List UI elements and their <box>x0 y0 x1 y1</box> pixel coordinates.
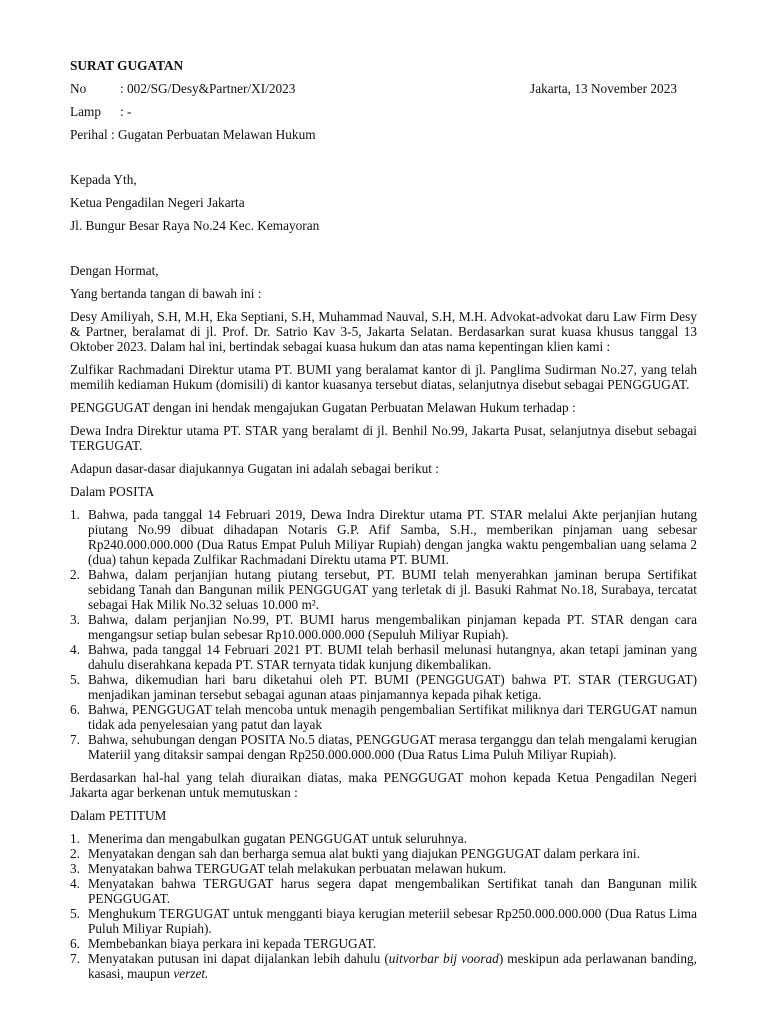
list-item <box>70 861 697 876</box>
item-text <box>88 951 697 981</box>
recipient-salutation: Kepada Yth, <box>70 172 137 187</box>
item-text: Bahwa, dikemudian hari baru diketahui oleh PT. BUMI (PENGGUGAT) bahwa PT. STAR (TERGUGAT) menjadikan jaminan tersebut sebagai agunan ataas pinjamannya kepada pihak ketiga. <box>88 672 697 702</box>
item-text: Bahwa, sehubungan dengan POSITA No.5 diatas, PENGGUGAT merasa terganggu dan telah mengalami kerugian Materiil yang ditaksir sampai dengan Rp250.000.000.000 (Dua Ratus Lima Puluh Miliyar Rupiah). <box>88 732 697 762</box>
list-item <box>70 846 697 861</box>
intro-line: Yang bertanda tangan di bawah ini : <box>70 286 262 301</box>
letter-content <box>70 58 697 989</box>
list-item <box>70 612 697 642</box>
item-number: 5. <box>70 906 80 921</box>
list-item <box>70 906 697 936</box>
plaintiff-paragraph: Zulfikar Rachmadani Direktur utama PT. BUMI yang beralamat kantor di jl. Panglima Sudirman No.27, yang telah memilih kediaman Hukum (domisili) di kantor kuasanya tersebut diatas, selanjutnya disebut sebagai PENGGUGAT. <box>70 362 697 392</box>
item-number: 5. <box>70 672 80 687</box>
item-text: Bahwa, pada tanggal 14 Februari 2019, Dewa Indra Direktur utama PT. STAR melalui Akte perjanjian hutang piutang No.99 dibuat dihadapan Notaris G.P. Afif Samba, S.H., memberikan pinjaman uang sebesar Rp240.000.000.000 (Dua Ratus Empat Puluh Miliyar Rupiah) dengan jangka waktu pengembalian uang selama 2 (dua) tahun kepada Zulfikar Rachmadani Direktu utama PT. BUMI. <box>88 507 697 567</box>
list-item <box>70 672 697 702</box>
lawyers-paragraph: Desy Amiliyah, S.H, M.H, Eka Septiani, S.H, Muhammad Nauval, S.H, M.H. Advokat-advokat daru Law Firm Desy & Partner, beralamat di jl. Prof. Dr. Satrio Kav 3-5, Jakarta Selatan. Berdasarkan surat kuasa khusus tanggal 13 Oktober 2023. Dalam hal ini, bertindak sebagai kuasa hukum dan atas nama kepentingan klien kami : <box>70 309 697 354</box>
spacer <box>70 241 697 263</box>
list-item <box>70 876 697 906</box>
request-paragraph: Berdasarkan hal-hal yang telah diuraikan diatas, maka PENGGUGAT mohon kepada Ketua Pengadilan Negeri Jakarta agar berkenan untuk memutuskan : <box>70 770 697 800</box>
item-text: Bahwa, dalam perjanjian No.99, PT. BUMI harus mengembalikan pinjaman kepada PT. STAR dengan cara mengangsur setiap bulan sebesar Rp10.000.000.000 (Sepuluh Miliyar Rupiah). <box>88 612 697 642</box>
list-item <box>70 732 697 762</box>
attachment-label: Lamp <box>70 104 102 119</box>
list-item <box>70 702 697 732</box>
item-text: Bahwa, PENGGUGAT telah mencoba untuk menagih pengembalian Sertifikat miliknya dari TERGUGAT namun tidak ada penyelesaian yang patut dan layak <box>88 702 697 732</box>
item-number: 4. <box>70 642 80 657</box>
item-text-italic: verzet. <box>173 966 209 981</box>
item-number: 2. <box>70 846 80 861</box>
filing-paragraph: PENGGUGAT dengan ini hendak mengajukan Gugatan Perbuatan Melawan Hukum terhadap : <box>70 400 576 415</box>
recipient-name: Ketua Pengadilan Negeri Jakarta <box>70 195 245 210</box>
number-value: : 002/SG/Desy&Partner/XI/2023 <box>120 81 296 96</box>
item-number: 3. <box>70 612 80 627</box>
defendant-paragraph: Dewa Indra Direktur utama PT. STAR yang beralamt di jl. Benhil No.99, Jakarta Pusat, selanjutnya disebut sebagai TERGUGAT. <box>70 423 697 453</box>
item-number: 1. <box>70 831 80 846</box>
list-item <box>70 642 697 672</box>
attachment-row <box>70 104 697 119</box>
number-label: No <box>70 81 87 96</box>
item-text-italic: uitvorbar bij voorad <box>388 951 499 966</box>
petitum-list <box>70 831 697 981</box>
list-item <box>70 831 697 846</box>
petitum-heading: Dalam PETITUM <box>70 808 167 823</box>
item-text: Membebankan biaya perkara ini kepada TERGUGAT. <box>88 936 377 951</box>
item-number: 1. <box>70 507 80 522</box>
item-number: 7. <box>70 951 80 966</box>
item-number: 4. <box>70 876 80 891</box>
attachment-value: : - <box>120 104 132 119</box>
spacer <box>70 150 697 172</box>
basis-paragraph: Adapun dasar-dasar diajukannya Gugatan ini adalah sebagai berikut : <box>70 461 439 476</box>
item-text-part: ) meskipun ada perlawanan banding, kasasi, maupun <box>88 951 697 981</box>
item-text: Menghukum TERGUGAT untuk mengganti biaya kerugian meteriil sebesar Rp250.000.000.000 (Dua Ratus Lima Puluh Miliyar Rupiah). <box>88 906 697 936</box>
item-text: Menyatakan dengan sah dan berharga semua alat bukti yang diajukan PENGGUGAT dalam perkara ini. <box>88 846 640 861</box>
item-text: Bahwa, dalam perjanjian hutang piutang tersebut, PT. BUMI telah menyerahkan jaminan berupa Sertifikat sebidang Tanah dan Bangunan milik PENGGUGAT yang terletak di jl. Basuki Rahmat No.18, Surabaya, tercatat sebagai Hak Milik No.32 seluas 10.000 m². <box>88 567 697 612</box>
posita-heading: Dalam POSITA <box>70 484 155 499</box>
subject-line: Perihal : Gugatan Perbuatan Melawan Hukum <box>70 127 316 142</box>
list-item <box>70 951 697 981</box>
item-number: 7. <box>70 732 80 747</box>
greeting: Dengan Hormat, <box>70 263 159 278</box>
letter-date: Jakarta, 13 November 2023 <box>530 81 677 96</box>
list-item <box>70 507 697 567</box>
list-item <box>70 936 697 951</box>
item-text: Bahwa, pada tanggal 14 Februari 2021 PT. BUMI telah berhasil melunasi hutangnya, akan tetapi jaminan yang dahulu diserahkana kepada PT. STAR ternyata tidak kunjung dikembalikan. <box>88 642 697 672</box>
recipient-address: Jl. Bungur Besar Raya No.24 Kec. Kemayoran <box>70 218 320 233</box>
number-row <box>70 81 697 96</box>
item-number: 6. <box>70 936 80 951</box>
item-number: 2. <box>70 567 80 582</box>
letter-title: SURAT GUGATAN <box>70 58 184 73</box>
item-text: Menyatakan bahwa TERGUGAT harus segera dapat mengembalikan Sertifikat tanah dan Bangunan milik PENGGUGAT. <box>88 876 697 906</box>
item-text-part: Menyatakan putusan ini dapat dijalankan lebih dahulu ( <box>88 951 389 966</box>
posita-list <box>70 507 697 762</box>
item-number: 6. <box>70 702 80 717</box>
list-item <box>70 567 697 612</box>
item-text: Menyatakan bahwa TERGUGAT telah melakukan perbuatan melawan hukum. <box>88 861 507 876</box>
item-text: Menerima dan mengabulkan gugatan PENGGUGAT untuk seluruhnya. <box>88 831 468 846</box>
item-number: 3. <box>70 861 80 876</box>
